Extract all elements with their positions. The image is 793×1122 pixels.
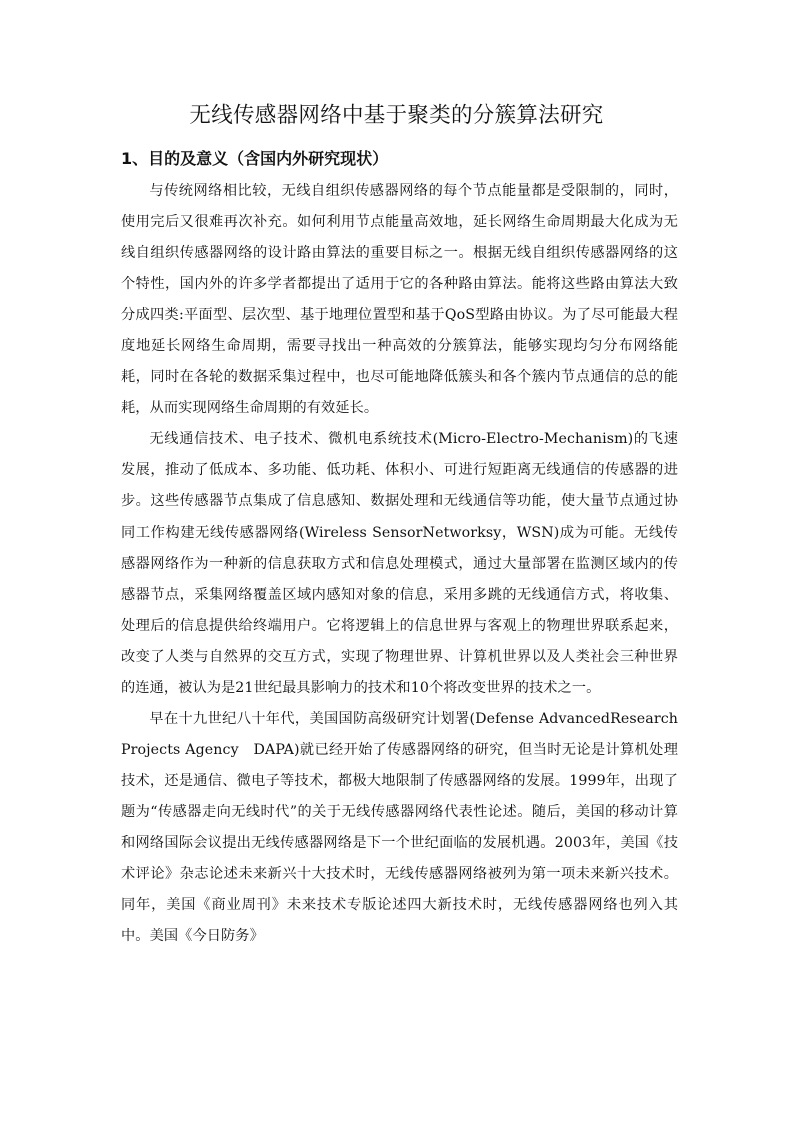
document-title: 无线传感器网络中基于聚类的分簇算法研究: [189, 103, 604, 128]
paragraph-2: 无线通信技术、电子技术、微机电系统技术(Micro-Electro-Mechanism)的飞速发展，推动了低成本、多功能、低功耗、体积小、可进行短距离无线通信的传感器的进步。这些传感器节点集成了信息感知、数据处理和无线通信等功能，使大量节点通过协同工作构建无线传感器网络(Wireless SensorNetworksy，WSN)成为可能。无线传感器网络作为一种新的信息获取方式和信息处理模式，通过大量部署在监测区域内的传感器节点，采集网络覆盖区域内感知对象的信息，采用多跳的无线通信方式，将收集、处理后的信息提供给终端用户。它将逻辑上的信息世界与客观上的物理世界联系起来，改变了人类与自然界的交互方式，实现了物理世界、计算机世界以及人类社会三种世界的连通，被认为是21世纪最具影响力的技术和10个将改变世界的技术之一。: [121, 431, 678, 696]
paragraph-1: 与传统网络相比较，无线自组织传感器网络的每个节点能量都是受限制的，同时，使用完后又很难再次补充。如何利用节点能量高效地，延长网络生命周期最大化成为无线自组织传感器网络的设计路由算法的重要目标之一。根据无线自组织传感器网络的这个特性，国内外的许多学者都提出了适用于它的各种路由算法。能将这些路由算法大致分成四类:平面型、层次型、基于地理位置型和基于QoS型路由协议。为了尽可能最大程度地延长网络生命周期，需要寻找出一种高效的分簇算法，能够实现均匀分布网络能耗，同时在各轮的数据采集过程中，也尽可能地降低簇头和各个簇内节点通信的总的能耗，从而实现网络生命周期的有效延长。: [121, 183, 678, 417]
section-heading: 1、目的及意义（含国内外研究现状）: [121, 149, 389, 168]
body-text: [121, 176, 678, 952]
paragraph-3: 早在十九世纪八十年代，美国国防高级研究计划署(Defense AdvancedResearch Projects Agency DAPA)就已经开始了传感器网络的研究，但当时无论是计算机处理技术，还是通信、微电子等技术，都极大地限制了传感器网络的发展。1999年，出现了题为“传感器走向无线时代”的关于无线传感器网络代表性论述。随后，美国的移动计算和网络国际会议提出无线传感器网络是下一个世纪面临的发展机遇。2003年，美国《技术评论》杂志论述未来新兴十大技术时，无线传感器网络被列为第一项未来新兴技术。同年，美国《商业周刊》未来技术专版论述四大新技术时，无线传感器网络也列入其中。美国《今日防务》: [121, 710, 678, 945]
